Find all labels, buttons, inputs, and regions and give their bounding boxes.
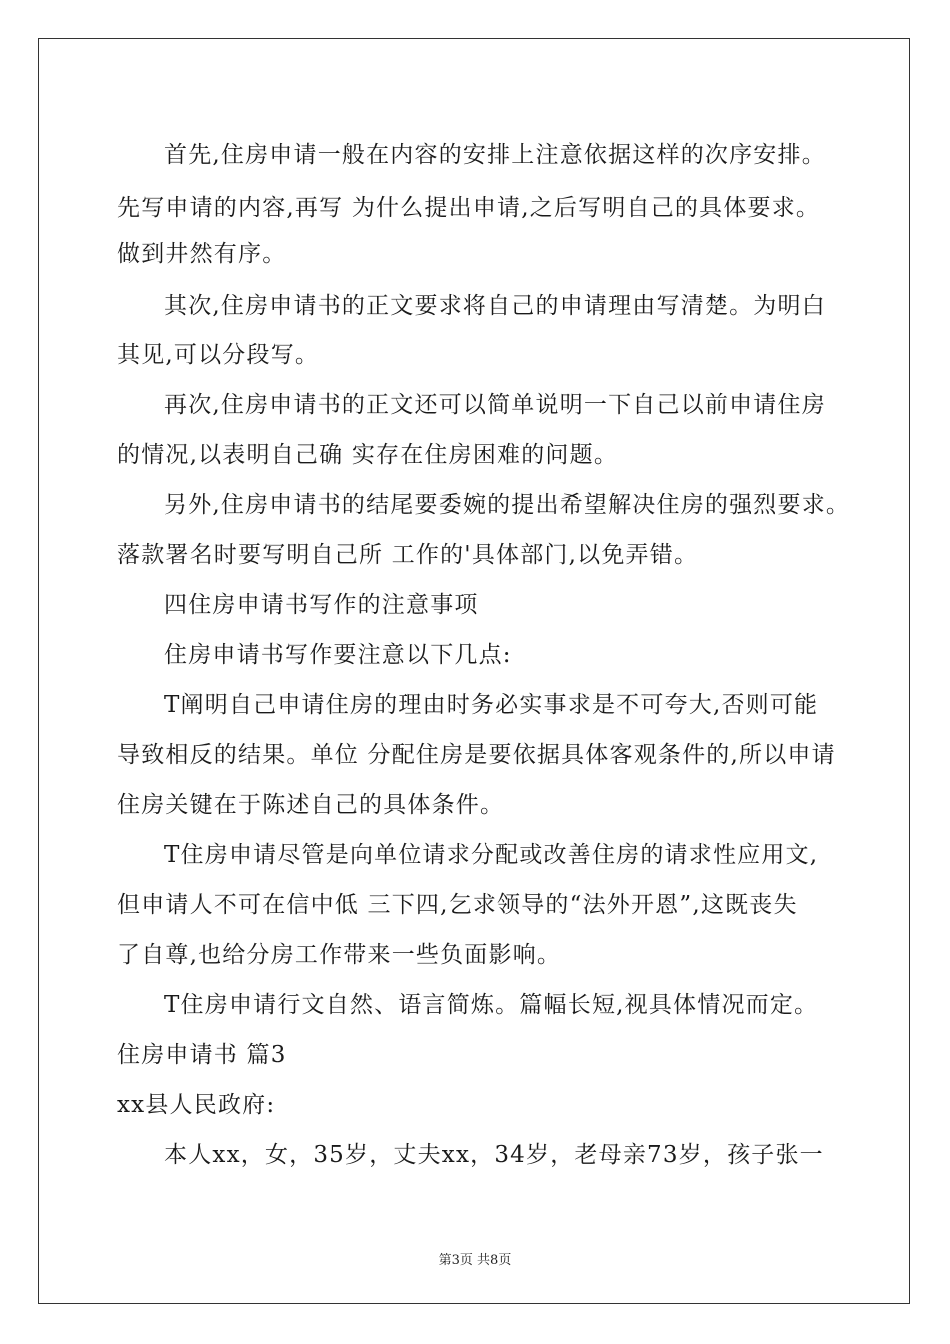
text-line: 但申请人不可在信中低 三下四,乞求领导的“法外开恩”,这既丧失	[117, 892, 798, 918]
text-line: 了自尊,也给分房工作带来一些负面影响。	[117, 942, 562, 968]
text-line: 导致相反的结果。单位 分配住房是要依据具体客观条件的,所以申请	[117, 742, 836, 768]
text-line: 落款署名时要写明自己所 工作的'具体部门,以免弄错。	[117, 542, 699, 568]
text-line: T住房申请行文自然、语言简炼。篇幅长短,视具体情况而定。	[164, 992, 819, 1018]
text-line: T住房申请尽管是向单位请求分配或改善住房的请求性应用文,	[164, 842, 819, 868]
page-number: 第3页 共8页	[438, 1253, 512, 1268]
section-title: 住房申请书 篇3	[117, 1042, 287, 1068]
text-line: 住房关键在于陈述自己的具体条件。	[117, 792, 505, 818]
text-line: 再次,住房申请书的正文还可以简单说明一下自己以前申请住房	[164, 392, 826, 418]
text-line: 做到井然有序。	[117, 241, 287, 267]
text-line: 其次,住房申请书的正文要求将自己的申请理由写清楚。为明白	[164, 293, 826, 319]
text-line: 住房申请书写作要注意以下几点:	[164, 642, 512, 668]
salutation: xx县人民政府:	[117, 1092, 276, 1118]
text-line: 首先,住房申请一般在内容的安排上注意依据这样的次序安排。	[164, 142, 826, 168]
text-line: 本人xx，女，35岁，丈夫xx，34岁，老母亲73岁，孩子张一	[164, 1142, 824, 1168]
text-line: 先写申请的内容,再写 为什么提出申请,之后写明自己的具体要求。	[117, 195, 821, 221]
text-line: 其见,可以分段写。	[117, 342, 320, 368]
text-line: T阐明自己申请住房的理由时务必实事求是不可夸大,否则可能	[164, 692, 819, 718]
section-heading: 四住房申请书写作的注意事项	[164, 592, 479, 618]
text-line: 另外,住房申请书的结尾要委婉的提出希望解决住房的强烈要求。	[164, 492, 851, 518]
text-line: 的情况,以表明自己确 实存在住房困难的问题。	[117, 442, 619, 468]
